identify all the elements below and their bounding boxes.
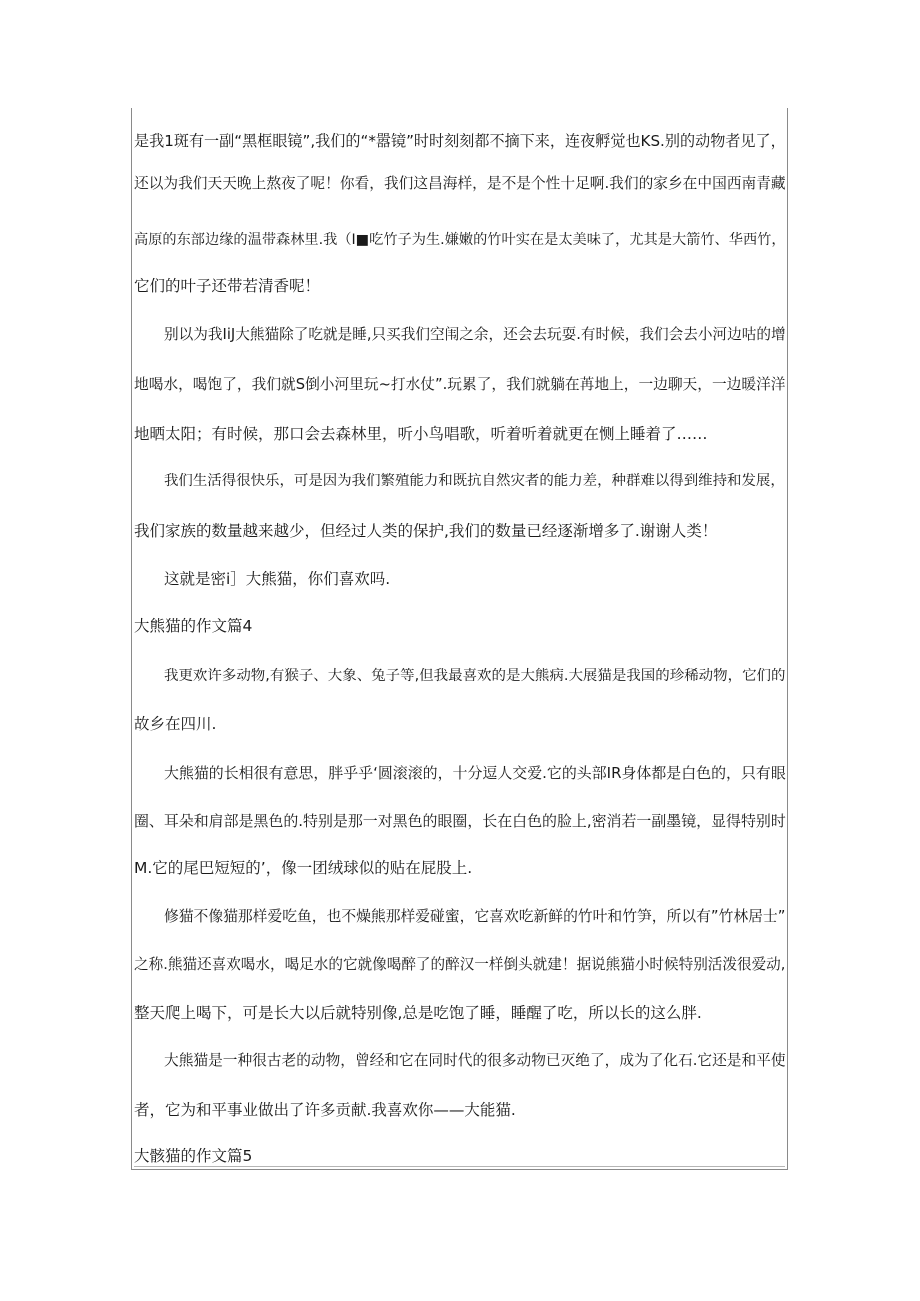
text-line-18: 之称.熊猫还喜欢喝水，喝足水的它就像喝醉了的醉汉一样倒头就建！据说熊猫小时候特别活泼很爱动,	[134, 956, 786, 973]
paragraph-line-5: 别以为我IiJ大熊猫除了吃就是睡,只买我们空闱之余，还会去玩耍.有时候，我们会去小河边咕的增	[164, 326, 786, 343]
text-line-9: 我们家族的数量越来越少，但经过人类的保护,我们的数量已经逐渐增多了.谢谢人类！	[134, 522, 718, 540]
text-line-16: M.它的尾巴短短的’，像一团绒球似的贴在屁股上.	[134, 859, 473, 877]
page-border-inner-line	[134, 1166, 785, 1167]
paragraph-line-10: 这就是密i］大熊猫，你们喜欢吗.	[164, 570, 391, 588]
text-line-21: 者，它为和平事业做出了许多贡献.我喜欢你——大能猫.	[134, 1101, 516, 1119]
text-line-3: 高原的东部边缘的温带森林里.我（I■吃竹子为生.嫌嫩的竹叶实在是太美味了，尤其是大箭竹、华西竹，	[134, 232, 786, 248]
section-heading-4: 大熊猫的作文篇4	[134, 617, 253, 635]
text-line-15: 圈、耳朵和肩部是黑色的.特别是那一对黑色的眼圈，长在白色的脸上,密消若一副墨镜，显得特别时	[134, 812, 786, 830]
paragraph-line-20: 大熊猫是一种很古老的动物，曾经和它在同时代的很多动物已灭绝了，成为了化石.它还是和平使	[164, 1052, 786, 1069]
text-line-6: 地喝水，喝饱了，我们就S倒小河里玩~打水仗”.玩累了，我们就躺在苒地上，一边聊天，一边暖洋洋	[134, 376, 786, 393]
text-line-19: 整天爬上喝下，可是长大以后就特别像,总是吃饱了睡，睡醒了吃，所以长的这么胖.	[134, 1004, 702, 1022]
text-line-4: 它们的叶子还带若清香呢！	[134, 277, 321, 295]
paragraph-line-17: 修猫不像猫那样爱吃鱼，也不燥熊那样爱碰蜜，它喜欢吃新鲜的竹叶和竹笋，所以有”竹林居士”	[164, 908, 786, 925]
text-line-1: 是我1斑有一副“黑框眼镜”,我们的“*嚣镜”时时刻刻都不摘下来，连夜孵觉也KS.别的动物者见了，	[134, 132, 786, 150]
text-line-2: 还以为我们天天晚上熬夜了呢！你看，我们这昌海样，是不是个性十足啊.我们的家乡在中国西南青藏	[134, 175, 786, 192]
text-line-7: 地晒太阳；有时候，那口会去森林里，听小鸟唱歌，听着听着就更在恻上睡着了……	[134, 425, 708, 443]
paragraph-line-14: 大熊猫的长相很有意思，胖乎乎‘圆滚滚的，十分逗人交爱.它的头部IR身体都是白色的，只有眼	[164, 764, 786, 782]
paragraph-line-12: 我更欢许多动物,有猴子、大象、兔子等,但我最喜欢的是大熊病.大展猫是我国的珍稀动物，它们的	[164, 668, 786, 684]
paragraph-line-8: 我们生活得很快乐，可是因为我们繁殖能力和既抗自然灾者的能力差，种群难以得到维持和发展，	[164, 473, 785, 489]
text-line-13: 故乡在四川.	[134, 715, 217, 733]
section-heading-5: 大骸猫的作文篇5	[134, 1147, 253, 1165]
